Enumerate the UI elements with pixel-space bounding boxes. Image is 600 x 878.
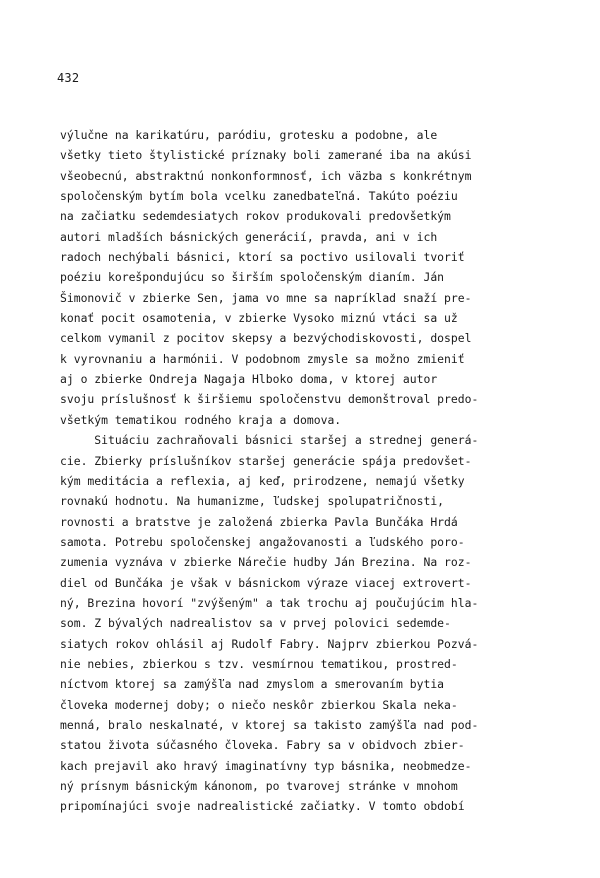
text-line: celkom vymanil z pocitov skepsy a bezvýchodiskovosti, dospel bbox=[60, 331, 472, 346]
text-line: všetky tieto štylistické príznaky boli zamerané iba na akúsi bbox=[60, 148, 472, 163]
text-line: diel od Bunčáka je však v básnickom výraze viacej extrovert- bbox=[60, 575, 472, 590]
text-line: kach prejavil ako hravý imaginatívny typ básnika, neobmedze- bbox=[60, 758, 472, 773]
text-line: svoju príslušnosť k širšiemu spoločenstvu demonštroval predo- bbox=[60, 392, 479, 407]
text-line: pripomínajúci svoje nadrealistické začiatky. V tomto období bbox=[60, 799, 465, 814]
text-line: poéziu korešpondujúcu so širším spoločenským dianím. Ján bbox=[60, 270, 445, 285]
text-line: kým meditácia a reflexia, aj keď, prirodzene, nemajú všetky bbox=[60, 473, 465, 488]
text-line: autori mladších básnických generácií, pravda, ani v ich bbox=[60, 229, 438, 244]
text-line: na začiatku sedemdesiatych rokov produkovali predovšetkým bbox=[60, 209, 451, 224]
text-line: menná, bralo neskalnaté, v ktorej sa takisto zamýšľa nad pod- bbox=[60, 717, 479, 732]
text-line: zumenia vyznáva v zbierke Nárečie hudby Ján Brezina. Na roz- bbox=[60, 555, 472, 570]
text-line: ný, Brezina hovorí "zvýšeným" a tak trochu aj poučujúcim hla- bbox=[60, 595, 479, 610]
text-line: cie. Zbierky príslušníkov staršej generácie spája predovšet- bbox=[60, 453, 472, 468]
text-line: nie nebies, zbierkou s tzv. vesmírnou tematikou, prostred- bbox=[60, 656, 458, 671]
text-line: k vyrovnaniu a harmónii. V podobnom zmysle sa možno zmieniť bbox=[60, 351, 465, 366]
text-line: som. Z bývalých nadrealistov sa v prvej polovici sedemde- bbox=[60, 616, 451, 631]
text-line: Šimonovič v zbierke Sen, jama vo mne sa napríklad snaží pre- bbox=[60, 290, 472, 305]
text-line: aj o zbierke Ondreja Nagaja Hlboko doma, v ktorej autor bbox=[60, 372, 438, 387]
text-line: samota. Potrebu spoločenskej angažovanosti a ľudského poro- bbox=[60, 534, 465, 549]
text-line: výlučne na karikatúru, paródiu, grotesku a podobne, ale bbox=[60, 128, 438, 142]
text-line: siatych rokov ohlásil aj Rudolf Fabry. Najprv zbierkou Pozvá- bbox=[60, 636, 479, 651]
page-number: 432 bbox=[57, 71, 80, 85]
text-line: človeka modernej doby; o niečo neskôr zbierkou Skala neka- bbox=[60, 697, 458, 712]
text-line: níctvom ktorej sa zamýšľa nad zmyslom a smerovaním bytia bbox=[60, 677, 445, 692]
text-line: spoločenským bytím bola vcelku zanedbateľná. Takúto poéziu bbox=[60, 189, 458, 204]
body-text bbox=[60, 125, 560, 817]
text-line: ný prísnym básnickým kánonom, po tvarovej stránke v mnohom bbox=[60, 779, 458, 793]
text-line: konať pocit osamotenia, v zbierke Vysoko miznú vtáci sa už bbox=[60, 311, 458, 326]
text-line: všetkým tematikou rodného kraja a domova. bbox=[60, 412, 342, 427]
text-line: Situáciu zachraňovali básnici staršej a strednej generá- bbox=[60, 433, 479, 448]
text-line: statou života súčasného človeka. Fabry sa v obidvoch zbier- bbox=[60, 738, 465, 753]
text-line: všeobecnú, abstraktnú nonkonformnosť, ich väzba s konkrétnym bbox=[60, 168, 472, 183]
text-line: radoch nechýbali básnici, ktorí sa poctivo usilovali tvoriť bbox=[60, 250, 465, 265]
text-line: rovnosti a bratstve je založená zbierka Pavla Bunčáka Hrdá bbox=[60, 514, 458, 529]
text-line: rovnakú hodnotu. Na humanizme, ľudskej spolupatričnosti, bbox=[60, 494, 445, 509]
